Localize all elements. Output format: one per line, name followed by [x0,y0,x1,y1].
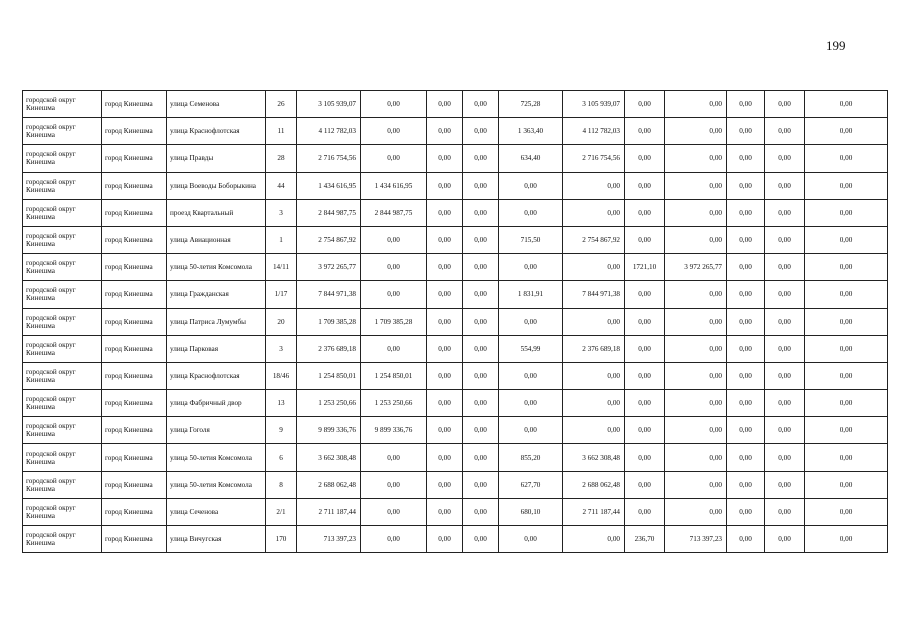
house-number-cell: 9 [266,417,297,444]
district-cell: городской округ Кинешма [23,417,102,444]
amount-cell: 0,00 [665,498,727,525]
table-row [23,526,888,553]
amount-cell: 0,00 [463,417,499,444]
amount-cell: 0,00 [727,118,765,145]
amount-cell: 0,00 [463,172,499,199]
amount-cell: 0,00 [463,444,499,471]
amount-cell: 0,00 [463,254,499,281]
amount-cell: 680,10 [499,498,563,525]
amount-cell: 0,00 [463,199,499,226]
amount-cell: 0,00 [361,281,427,308]
amount-cell: 2 844 987,75 [297,199,361,226]
amount-cell: 0,00 [361,254,427,281]
amount-cell: 236,70 [625,526,665,553]
amount-cell: 0,00 [427,281,463,308]
amount-cell: 627,70 [499,471,563,498]
amount-cell: 0,00 [765,308,805,335]
amount-cell: 0,00 [625,281,665,308]
amount-cell: 0,00 [805,226,888,253]
amount-cell: 0,00 [463,145,499,172]
amount-cell: 0,00 [361,526,427,553]
amount-cell: 2 688 062,48 [563,471,625,498]
amount-cell: 0,00 [765,118,805,145]
city-cell: город Кинешма [102,390,167,417]
city-cell: город Кинешма [102,172,167,199]
amount-cell: 0,00 [563,390,625,417]
district-cell: городской округ Кинешма [23,91,102,118]
amount-cell: 0,00 [499,390,563,417]
amount-cell: 0,00 [463,526,499,553]
city-cell: город Кинешма [102,471,167,498]
amount-cell: 0,00 [563,199,625,226]
amount-cell: 0,00 [805,118,888,145]
amount-cell: 0,00 [805,91,888,118]
amount-cell: 0,00 [427,362,463,389]
amount-cell: 9 899 336,76 [297,417,361,444]
house-number-cell: 18/46 [266,362,297,389]
city-cell: город Кинешма [102,118,167,145]
amount-cell: 0,00 [427,254,463,281]
house-number-cell: 44 [266,172,297,199]
amount-cell: 0,00 [665,281,727,308]
amount-cell: 3 972 265,77 [665,254,727,281]
amount-cell: 0,00 [625,199,665,226]
amount-cell: 0,00 [665,145,727,172]
amount-cell: 2 376 689,18 [563,335,625,362]
city-cell: город Кинешма [102,417,167,444]
amount-cell: 0,00 [463,281,499,308]
amount-cell: 0,00 [765,199,805,226]
street-cell: улица 50-летия Комсомола [167,471,266,498]
amount-cell: 0,00 [805,254,888,281]
city-cell: город Кинешма [102,145,167,172]
amount-cell: 0,00 [427,172,463,199]
amount-cell: 0,00 [805,390,888,417]
house-number-cell: 11 [266,118,297,145]
table-row [23,335,888,362]
table-row [23,118,888,145]
amount-cell: 0,00 [563,254,625,281]
amount-cell: 0,00 [765,471,805,498]
amount-cell: 855,20 [499,444,563,471]
district-cell: городской округ Кинешма [23,281,102,308]
amount-cell: 0,00 [625,145,665,172]
amount-cell: 0,00 [427,199,463,226]
house-number-cell: 26 [266,91,297,118]
amount-cell: 0,00 [765,498,805,525]
district-cell: городской округ Кинешма [23,390,102,417]
amount-cell: 0,00 [563,362,625,389]
amount-cell: 0,00 [805,281,888,308]
amount-cell: 0,00 [463,362,499,389]
house-number-cell: 3 [266,199,297,226]
house-number-cell: 20 [266,308,297,335]
amount-cell: 0,00 [499,254,563,281]
district-cell: городской округ Кинешма [23,118,102,145]
amount-cell: 0,00 [805,172,888,199]
amount-cell: 0,00 [727,362,765,389]
amount-cell: 2 716 754,56 [297,145,361,172]
city-cell: город Кинешма [102,526,167,553]
street-cell: улица Гоголя [167,417,266,444]
table-row [23,199,888,226]
amount-cell: 0,00 [805,199,888,226]
amount-cell: 0,00 [665,118,727,145]
street-cell: улица 50-летия Комсомола [167,254,266,281]
amount-cell: 0,00 [727,471,765,498]
street-cell: улица Фабричный двор [167,390,266,417]
amount-cell: 0,00 [805,362,888,389]
amount-cell: 0,00 [361,91,427,118]
amount-cell: 0,00 [727,281,765,308]
house-number-cell: 3 [266,335,297,362]
city-cell: город Кинешма [102,91,167,118]
amount-cell: 0,00 [765,145,805,172]
amount-cell: 2 711 187,44 [297,498,361,525]
amount-cell: 0,00 [361,118,427,145]
amount-cell: 2 711 187,44 [563,498,625,525]
table-row [23,308,888,335]
amount-cell: 0,00 [361,471,427,498]
amount-cell: 0,00 [625,498,665,525]
amount-cell: 0,00 [361,335,427,362]
repair-registry-table [22,90,888,553]
amount-cell: 3 662 308,48 [563,444,625,471]
amount-cell: 4 112 782,03 [297,118,361,145]
amount-cell: 0,00 [427,471,463,498]
amount-cell: 1 253 250,66 [361,390,427,417]
amount-cell: 0,00 [625,118,665,145]
amount-cell: 0,00 [727,335,765,362]
amount-cell: 0,00 [625,335,665,362]
page-number: 199 [826,38,846,53]
amount-cell: 0,00 [805,145,888,172]
amount-cell: 0,00 [727,226,765,253]
city-cell: город Кинешма [102,226,167,253]
amount-cell: 2 376 689,18 [297,335,361,362]
amount-cell: 0,00 [625,308,665,335]
amount-cell: 554,99 [499,335,563,362]
amount-cell: 1721,10 [625,254,665,281]
amount-cell: 0,00 [427,335,463,362]
amount-cell: 3 662 308,48 [297,444,361,471]
street-cell: улица 50-летия Комсомола [167,444,266,471]
table-row [23,444,888,471]
house-number-cell: 6 [266,444,297,471]
amount-cell: 0,00 [665,226,727,253]
amount-cell: 1 434 616,95 [297,172,361,199]
amount-cell: 0,00 [665,471,727,498]
amount-cell: 0,00 [499,417,563,444]
amount-cell: 7 844 971,38 [563,281,625,308]
amount-cell: 0,00 [499,172,563,199]
amount-cell: 2 716 754,56 [563,145,625,172]
amount-cell: 3 105 939,07 [563,91,625,118]
amount-cell: 0,00 [427,444,463,471]
amount-cell: 0,00 [563,526,625,553]
amount-cell: 0,00 [727,308,765,335]
amount-cell: 0,00 [665,335,727,362]
district-cell: городской округ Кинешма [23,254,102,281]
amount-cell: 0,00 [463,390,499,417]
amount-cell: 0,00 [361,145,427,172]
amount-cell: 0,00 [427,226,463,253]
amount-cell: 0,00 [463,498,499,525]
amount-cell: 0,00 [499,308,563,335]
amount-cell: 0,00 [427,526,463,553]
amount-cell: 713 397,23 [665,526,727,553]
amount-cell: 0,00 [765,444,805,471]
city-cell: город Кинешма [102,498,167,525]
amount-cell: 0,00 [727,172,765,199]
district-cell: городской округ Кинешма [23,335,102,362]
amount-cell: 0,00 [499,362,563,389]
street-cell: улица Парковая [167,335,266,362]
amount-cell: 0,00 [665,417,727,444]
amount-cell: 0,00 [727,390,765,417]
amount-cell: 0,00 [805,471,888,498]
amount-cell: 0,00 [765,91,805,118]
amount-cell: 0,00 [665,172,727,199]
table-row [23,390,888,417]
street-cell: улица Сеченова [167,498,266,525]
amount-cell: 9 899 336,76 [361,417,427,444]
house-number-cell: 13 [266,390,297,417]
street-cell: улица Гражданская [167,281,266,308]
amount-cell: 0,00 [563,308,625,335]
amount-cell: 1 254 850,01 [297,362,361,389]
amount-cell: 0,00 [463,91,499,118]
amount-cell: 0,00 [463,471,499,498]
amount-cell: 0,00 [427,498,463,525]
amount-cell: 3 105 939,07 [297,91,361,118]
district-cell: городской округ Кинешма [23,308,102,335]
street-cell: улица Семенова [167,91,266,118]
street-cell: проезд Квартальный [167,199,266,226]
amount-cell: 0,00 [727,417,765,444]
amount-cell: 0,00 [563,417,625,444]
district-cell: городской округ Кинешма [23,362,102,389]
house-number-cell: 8 [266,471,297,498]
amount-cell: 0,00 [805,335,888,362]
amount-cell: 0,00 [727,498,765,525]
table-row [23,91,888,118]
district-cell: городской округ Кинешма [23,172,102,199]
amount-cell: 0,00 [765,417,805,444]
amount-cell: 0,00 [625,471,665,498]
city-cell: город Кинешма [102,335,167,362]
amount-cell: 0,00 [625,362,665,389]
amount-cell: 0,00 [427,145,463,172]
district-cell: городской округ Кинешма [23,145,102,172]
amount-cell: 0,00 [805,444,888,471]
street-cell: улица Правды [167,145,266,172]
amount-cell: 1 253 250,66 [297,390,361,417]
table-row [23,362,888,389]
amount-cell: 0,00 [625,390,665,417]
amount-cell: 0,00 [665,444,727,471]
street-cell: улица Авиационная [167,226,266,253]
amount-cell: 0,00 [805,417,888,444]
amount-cell: 0,00 [727,199,765,226]
amount-cell: 0,00 [625,172,665,199]
amount-cell: 0,00 [765,526,805,553]
amount-cell: 0,00 [427,417,463,444]
amount-cell: 0,00 [765,254,805,281]
table-row [23,498,888,525]
amount-cell: 0,00 [665,390,727,417]
amount-cell: 0,00 [463,226,499,253]
city-cell: город Кинешма [102,281,167,308]
amount-cell: 0,00 [805,498,888,525]
table-row [23,254,888,281]
house-number-cell: 170 [266,526,297,553]
amount-cell: 0,00 [727,444,765,471]
amount-cell: 0,00 [665,362,727,389]
amount-cell: 0,00 [727,254,765,281]
district-cell: городской округ Кинешма [23,444,102,471]
street-cell: улица Краснофлотская [167,362,266,389]
amount-cell: 0,00 [665,91,727,118]
amount-cell: 0,00 [625,91,665,118]
amount-cell: 0,00 [499,199,563,226]
amount-cell: 7 844 971,38 [297,281,361,308]
district-cell: городской округ Кинешма [23,471,102,498]
amount-cell: 0,00 [625,417,665,444]
amount-cell: 0,00 [427,390,463,417]
amount-cell: 0,00 [625,444,665,471]
table-row [23,145,888,172]
house-number-cell: 1/17 [266,281,297,308]
amount-cell: 0,00 [463,118,499,145]
table-row [23,471,888,498]
amount-cell: 0,00 [563,172,625,199]
district-cell: городской округ Кинешма [23,526,102,553]
city-cell: город Кинешма [102,254,167,281]
amount-cell: 3 972 265,77 [297,254,361,281]
amount-cell: 1 709 385,28 [297,308,361,335]
city-cell: город Кинешма [102,444,167,471]
house-number-cell: 28 [266,145,297,172]
city-cell: город Кинешма [102,199,167,226]
amount-cell: 0,00 [427,91,463,118]
amount-cell: 1 831,91 [499,281,563,308]
table-row [23,226,888,253]
street-cell: улица Краснофлотская [167,118,266,145]
amount-cell: 2 688 062,48 [297,471,361,498]
amount-cell: 0,00 [665,308,727,335]
amount-cell: 0,00 [765,335,805,362]
amount-cell: 725,28 [499,91,563,118]
amount-cell: 0,00 [765,172,805,199]
amount-cell: 2 754 867,92 [563,226,625,253]
house-number-cell: 1 [266,226,297,253]
amount-cell: 0,00 [361,444,427,471]
amount-cell: 715,50 [499,226,563,253]
amount-cell: 4 112 782,03 [563,118,625,145]
district-cell: городской округ Кинешма [23,199,102,226]
street-cell: улица Патриса Лумумбы [167,308,266,335]
district-cell: городской округ Кинешма [23,498,102,525]
amount-cell: 0,00 [665,199,727,226]
amount-cell: 0,00 [727,145,765,172]
amount-cell: 1 254 850,01 [361,362,427,389]
amount-cell: 0,00 [463,308,499,335]
amount-cell: 713 397,23 [297,526,361,553]
amount-cell: 0,00 [805,308,888,335]
amount-cell: 0,00 [499,526,563,553]
amount-cell: 0,00 [727,91,765,118]
amount-cell: 2 844 987,75 [361,199,427,226]
amount-cell: 0,00 [463,335,499,362]
amount-cell: 0,00 [361,226,427,253]
amount-cell: 1 709 385,28 [361,308,427,335]
amount-cell: 0,00 [427,308,463,335]
street-cell: улица Воеводы Боборыкина [167,172,266,199]
city-cell: город Кинешма [102,308,167,335]
amount-cell: 0,00 [765,390,805,417]
table-row [23,172,888,199]
amount-cell: 1 434 616,95 [361,172,427,199]
house-number-cell: 2/1 [266,498,297,525]
street-cell: улица Вичугская [167,526,266,553]
house-number-cell: 14/11 [266,254,297,281]
district-cell: городской округ Кинешма [23,226,102,253]
amount-cell: 0,00 [427,118,463,145]
amount-cell: 0,00 [727,526,765,553]
table-row [23,417,888,444]
city-cell: город Кинешма [102,362,167,389]
table-row [23,281,888,308]
amount-cell: 0,00 [765,362,805,389]
amount-cell: 0,00 [765,226,805,253]
amount-cell: 1 363,40 [499,118,563,145]
amount-cell: 0,00 [625,226,665,253]
amount-cell: 2 754 867,92 [297,226,361,253]
amount-cell: 0,00 [805,526,888,553]
amount-cell: 0,00 [361,498,427,525]
amount-cell: 634,40 [499,145,563,172]
amount-cell: 0,00 [765,281,805,308]
